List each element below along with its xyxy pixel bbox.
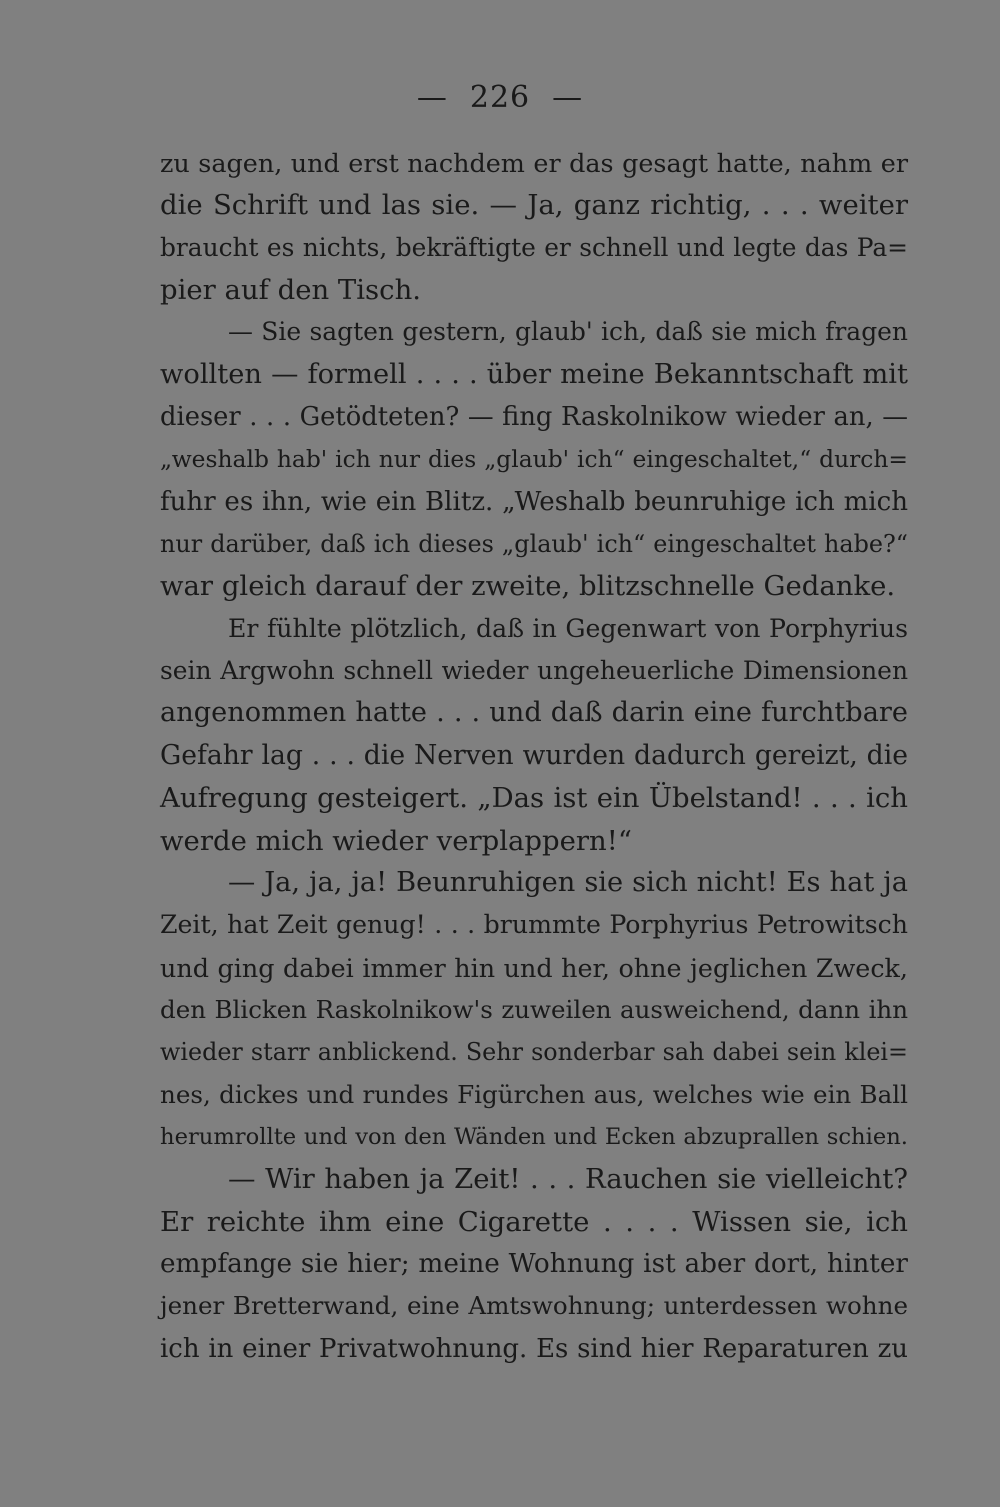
text-line: Zeit, hat Zeit genug! . . . brummte Porphyrius Petrowitsch [160,910,908,940]
header-dash-left: — [416,80,448,115]
page-number: 226 [469,80,531,115]
text-line: — Ja, ja, ja! Beunruhigen sie sich nicht! Es hat ja [228,866,908,898]
text-line: — Wir haben ja Zeit! . . . Rauchen sie vielleicht? [228,1163,908,1196]
text-line: dieser . . . Getödteten? — fing Raskolnikow wieder an, — [160,402,908,433]
page-header [0,78,1000,118]
text-line: empfange sie hier; meine Wohnung ist aber dort, hinter [160,1248,908,1279]
body-text [160,142,908,1370]
header-dash-right: — [552,80,584,115]
text-line: jener Bretterwand, eine Amtswohnung; unterdessen wohne [160,1291,908,1321]
text-line: „weshalb hab' ich nur dies „glaub' ich“ eingeschaltet,“ durch= [160,445,908,474]
text-line: die Schrift und las sie. — Ja, ganz richtig, . . . weiter [160,189,908,222]
text-line: war gleich darauf der zweite, blitzschnelle Gedanke. [160,570,896,603]
text-line: nes, dickes und rundes Figürchen aus, welches wie ein Ball [160,1079,908,1109]
text-line: wollten — formell . . . . über meine Bekanntschaft mit [160,358,908,390]
text-line: Gefahr lag . . . die Nerven wurden dadurch gereizt, die [160,739,908,771]
text-line: pier auf den Tisch. [160,274,422,307]
text-line: herumrollte und von den Wänden und Ecken abzuprallen schien. [160,1123,908,1150]
text-line: nur darüber, daß ich dieses „glaub' ich“ eingeschaltet habe?“ [160,530,908,559]
text-line: — Sie sagten gestern, glaub' ich, daß sie mich fragen [228,317,908,347]
text-line: und ging dabei immer hin und her, ohne jeglichen Zweck, [160,952,908,983]
text-line: zu sagen, und erst nachdem er das gesagt hatte, nahm er [160,148,908,178]
text-line: braucht es nichts, bekräftigte er schnell und legte das Pa= [160,232,908,262]
text-line: Er fühlte plötzlich, daß in Gegenwart von Porphyrius [228,613,908,643]
text-line: den Blicken Raskolnikow's zuweilen ausweichend, dann ihn [160,994,908,1024]
text-line: wieder starr anblickend. Sehr sonderbar sah dabei sein klei= [160,1038,908,1067]
text-line: werde mich wieder verplappern!“ [160,824,632,857]
text-line: angenommen hatte . . . und daß darin eine furchtbare [160,697,908,729]
text-line: fuhr es ihn, wie ein Blitz. „Weshalb beunruhige ich mich [160,486,908,517]
text-line: Er reichte ihm eine Cigarette . . . . Wissen sie, ich [160,1205,908,1238]
text-line: ich in einer Privatwohnung. Es sind hier Reparaturen zu [160,1333,908,1364]
text-line: sein Argwohn schnell wieder ungeheuerliche Dimensionen [160,656,908,686]
text-line: Aufregung gesteigert. „Das ist ein Übelstand! . . . ich [160,782,908,815]
